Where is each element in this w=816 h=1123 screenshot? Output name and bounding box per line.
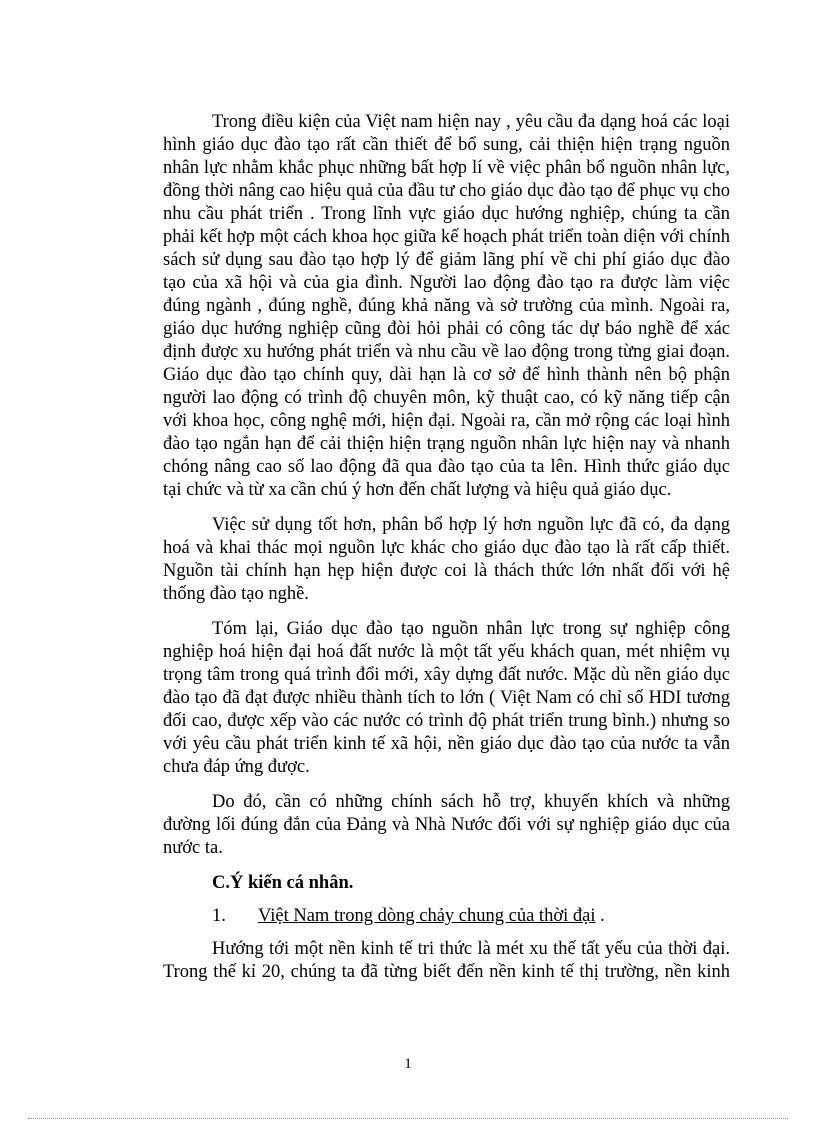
document-body: [163, 111, 730, 996]
section-heading: C.Ý kiến cá nhân.: [212, 873, 354, 893]
subsection-trail: .: [595, 906, 605, 926]
body-paragraph: Do đó, cần có những chính sách hỗ trợ, khuyến khích và những đường lối đúng đắn của Đảng và Nhà Nước đối với sự nghiệp giáo dục của nước ta.: [163, 792, 730, 858]
body-paragraph: Trong điều kiện của Việt nam hiện nay , yêu cầu đa dạng hoá các loại hình giáo dục đào tạo rất cần thiết để bổ sung, cải thiện hiện trạng nguồn nhân lực nhằm khắc phục những bất hợp lí về việc phân bổ nguồn nhân lực, đồng thời nâng cao hiệu quả của đầu tư cho giáo dục đào tạo để phục vụ cho nhu cầu phát triển . Trong lĩnh vực giáo dục hướng nghiệp, chúng ta cần phải kết hợp một cách khoa học giữa kế hoạch phát triển toàn diện với chính sách sử dụng sau đào tạo hợp lý để giảm lãng phí về chi phí giáo dục đào tạo của xã hội và của gia đình. Người lao động đào tạo ra được làm việc đúng ngành , đúng nghề, đúng khả năng và sở trường của mình. Ngoài ra, giáo dục hướng nghiệp cũng đòi hỏi phải có công tác dự báo nghề để xác định được xu hướng phát triển và nhu cầu về lao động trong từng giai đoạn. Giáo dục đào tạo chính quy, dài hạn là cơ sở để hình thành nên bộ phận người lao động có trình độ chuyên môn, kỹ thuật cao, có kỹ năng tiếp cận với khoa học, công nghệ mới, hiện đại. Ngoài ra, cần mở rộng các loại hình đào tạo ngắn hạn để cải thiện hiện trạng nguồn nhân lực hiện nay và nhanh chóng nâng cao số lao động đã qua đào tạo của ta lên. Hình thức giáo dục tại chức và từ xa cần chú ý hơn đến chất lượng và hiệu quả giáo dục.: [163, 112, 730, 500]
body-paragraph: Tóm lại, Giáo dục đào tạo nguồn nhân lực trong sự nghiệp công nghiệp hoá hiện đại hoá đất nước là một tất yếu khách quan, mét nhiệm vụ trọng tâm trong quá trình đổi mới, xây dựng đất nước. Mặc dù nền giáo dục đào tạo đã đạt được nhiều thành tích to lớn ( Việt Nam có chỉ số HDI tương đối cao, được xếp vào các nước có trình độ phát triển trung bình.) nhưng so với yêu cầu phát triển kinh tế xã hội, nền giáo dục đào tạo của nước ta vẫn chưa đáp ứng được.: [163, 619, 730, 777]
page-number: 1: [404, 1056, 412, 1072]
subsection-title: Việt Nam trong dòng chảy chung của thời đại: [258, 906, 596, 926]
body-paragraph: Việc sử dụng tốt hơn, phân bổ hợp lý hơn nguồn lực đã có, đa dạng hoá và khai thác mọi nguồn lực khác cho giáo dục đào tạo là rất cấp thiết. Nguồn tài chính hạn hẹp hiện được coi là thách thức lớn nhất đối với hệ thống đào tạo nghề.: [163, 515, 730, 604]
body-paragraph-final: Hướng tới một nền kinh tế tri thức là mét xu thế tất yếu của thời đại. Trong thế kỉ 20, chúng ta đã từng biết đến nền kinh tế thị trường, nền kinh: [163, 939, 730, 982]
subsection-heading: [212, 905, 730, 928]
subsection-number: 1.: [212, 906, 226, 926]
page-bottom-divider: [28, 1118, 788, 1119]
